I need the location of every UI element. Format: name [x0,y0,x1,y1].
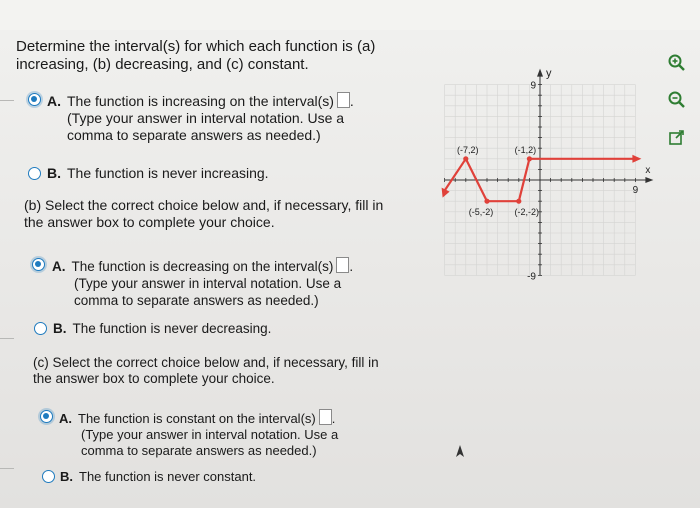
decreasing-answer-box[interactable] [336,257,349,273]
vertex-point [516,199,521,204]
option-never-constant [60,468,256,485]
zoom-out-icon[interactable] [667,90,687,110]
increasing-answer-box[interactable] [337,92,350,108]
point-label: (-7,2) [457,144,479,155]
graph-axes [445,69,654,276]
radio-increasing-a[interactable] [28,93,41,106]
option-constant-interval: A. The function is constant on the interval(s) . (Type your answer in interval notation. Use a comma to separate answers as needed.) [59,409,389,459]
y-axis-arrow [537,69,543,77]
option-decreasing-interval: A. The function is decreasing on the interval(s) . (Type your answer in interval notation. Use a comma to separate answers as needed.) [52,257,382,309]
radio-never-decreasing[interactable] [34,322,47,335]
radio-decreasing-a[interactable] [32,258,45,271]
option-letter: B. [53,321,67,336]
option-never-decreasing [53,320,271,337]
vertex-point [484,199,489,204]
constant-answer-box[interactable] [319,409,332,425]
point-label: (-2,-2) [514,207,540,218]
option-increasing-interval: A. The function is increasing on the interval(s) . (Type your answer in interval notation. Use a comma to separate answers as needed.) [47,92,377,144]
question-line-1: Determine the interval(s) for which each function is (a) [16,38,376,55]
part-c-prompt-1: (c) Select the correct choice below and, if necessary, fill in [33,355,379,370]
format-note-1: (Type your answer in interval notation. Use a [67,110,345,126]
y-max-label: 9 [530,80,536,92]
y-axis-label: y [546,67,552,80]
option-letter: B. [60,469,73,484]
option-letter: A. [59,411,72,426]
point-label: (-1,2) [514,144,537,155]
top-bar [0,0,700,31]
part-b-prompt-1: (b) Select the correct choice below and, if necessary, fill in [24,197,384,213]
function-graph [410,48,670,288]
radio-constant-a[interactable] [40,410,53,423]
part-c-prompt [33,355,379,387]
option-text: The function is never constant. [79,469,257,484]
left-margin-mark [0,468,14,469]
mouse-cursor-icon [455,444,465,458]
option-never-increasing [47,165,269,182]
right-end-arrow [632,155,641,163]
graph-labels [457,68,650,283]
format-note-2: comma to separate answers as needed.) [74,293,319,308]
popout-icon[interactable] [667,128,687,148]
question-line-2: increasing, (b) decreasing, and (c) constant. [16,56,309,73]
option-letter: B. [47,165,61,181]
x-axis-arrow [645,177,653,183]
radio-never-increasing[interactable] [28,167,41,180]
question-text [16,38,375,74]
part-b-prompt-2: the answer box to complete your choice. [24,214,275,230]
format-note-2: comma to separate answers as needed.) [67,127,321,143]
option-letter: A. [52,259,66,274]
vertex-point [527,156,532,161]
zoom-in-icon[interactable] [667,53,687,73]
x-axis-label: x [645,165,651,176]
part-b-prompt [24,197,383,231]
x-max-label: 9 [632,185,639,196]
left-margin-mark [0,100,14,101]
vertex-point [463,156,468,161]
option-letter: A. [47,93,61,109]
graph-plot [442,155,642,204]
part-c-prompt-2: the answer box to complete your choice. [33,371,275,386]
radio-never-constant[interactable] [42,470,55,483]
format-note-1: (Type your answer in interval notation. Use a [74,276,342,291]
format-note-2: comma to separate answers as needed.) [81,443,317,458]
option-text: The function is never decreasing. [72,321,272,336]
format-note-1: (Type your answer in interval notation. Use a [81,427,339,442]
option-text: The function is never increasing. [67,165,269,181]
option-text: The function is decreasing on the interval(s) [71,259,334,274]
point-label: (-5,-2) [468,207,494,218]
y-min-label: -9 [527,271,536,283]
option-text: The function is constant on the interval(s) [78,411,316,426]
option-text: The function is increasing on the interval(s) [67,93,334,109]
left-margin-mark [0,338,14,339]
